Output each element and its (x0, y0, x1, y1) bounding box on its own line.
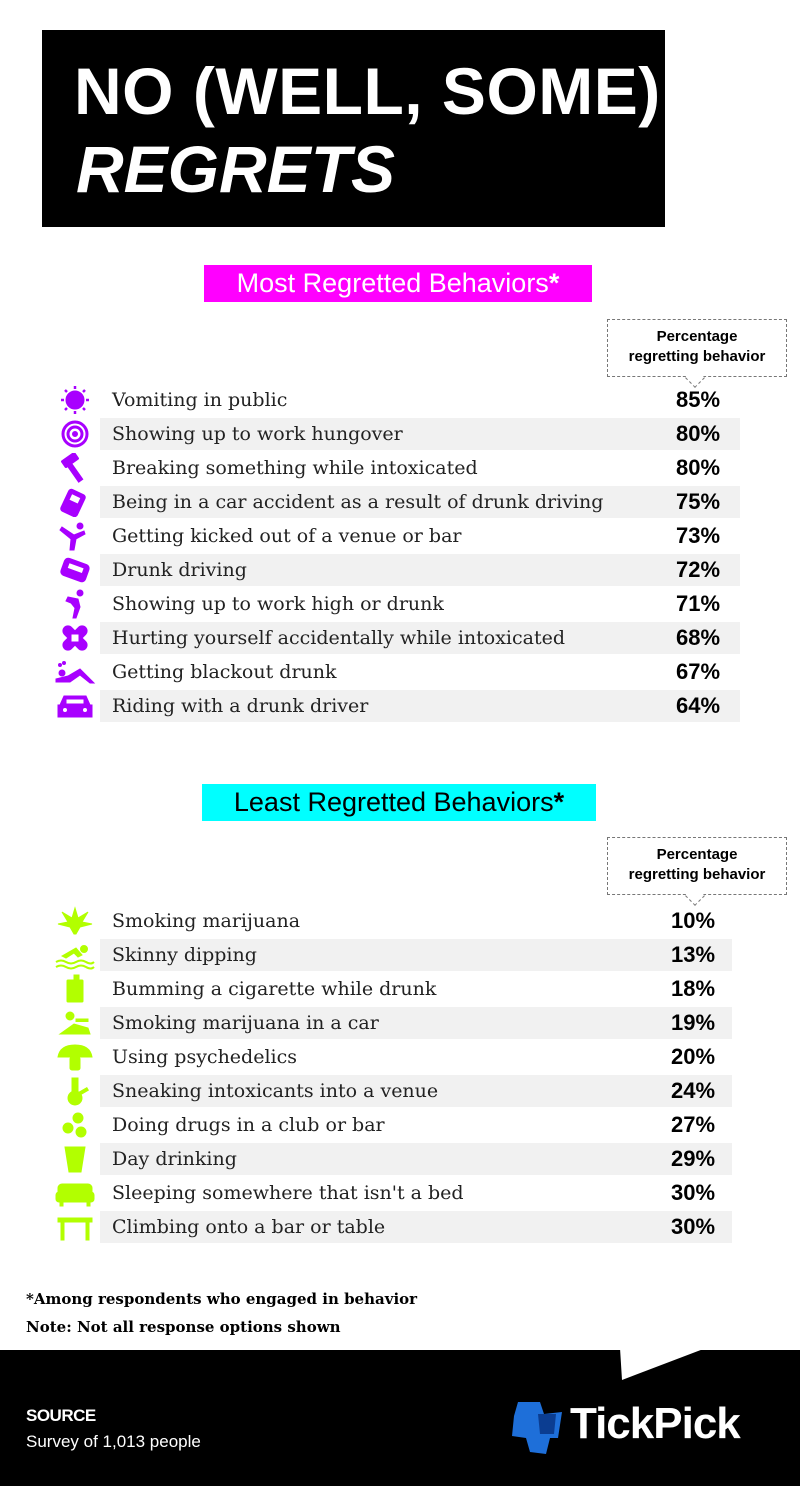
kicked-person-icon (54, 521, 96, 551)
percentage-value: 13% (671, 942, 716, 967)
bandage-icon (54, 623, 96, 653)
behavior-label: Hurting yourself accidentally while intoxicated (112, 627, 566, 649)
least-regretted-heading (202, 784, 596, 821)
table-row (100, 1211, 732, 1243)
percentage-value: 72% (676, 557, 721, 582)
swimmer-icon (54, 940, 96, 970)
pct-header-line-1: Percentage (656, 328, 738, 345)
table-row (100, 905, 732, 937)
behavior-label: Skinny dipping (112, 944, 257, 966)
table-row (100, 1143, 732, 1175)
behavior-label: Doing drugs in a club or bar (112, 1114, 385, 1136)
behavior-label: Breaking something while intoxicated (112, 457, 478, 479)
most-percentage-header (607, 319, 787, 377)
percentage-value: 29% (671, 1146, 716, 1171)
source-label: SOURCE (26, 1406, 96, 1425)
least-heading-asterisk: * (553, 787, 565, 817)
least-heading-text: Least Regretted Behaviors (233, 787, 554, 817)
percentage-value: 30% (671, 1180, 716, 1205)
behavior-label: Sleeping somewhere that isn't a bed (112, 1182, 464, 1204)
behavior-label: Getting blackout drunk (112, 661, 337, 683)
percentage-value: 20% (671, 1044, 716, 1069)
most-regretted-heading (204, 265, 592, 302)
leaf-icon (54, 906, 96, 936)
bong-icon (54, 1076, 96, 1106)
table-row (100, 973, 732, 1005)
table-row (100, 588, 740, 620)
table-row (100, 520, 740, 552)
most-heading-asterisk: * (548, 268, 560, 298)
stumbling-person-icon (54, 589, 96, 619)
footer (0, 1350, 800, 1486)
behavior-label: Smoking marijuana (112, 910, 301, 932)
table-row (100, 1177, 732, 1209)
hammer-icon (54, 453, 96, 483)
spiral-icon (54, 419, 96, 449)
percentage-value: 71% (676, 591, 721, 616)
table-icon (54, 1212, 96, 1242)
behavior-label: Showing up to work high or drunk (112, 593, 444, 615)
table-row (100, 1041, 732, 1073)
percentage-value: 19% (671, 1010, 716, 1035)
behavior-label: Smoking marijuana in a car (112, 1012, 379, 1034)
percentage-value: 80% (676, 421, 721, 446)
table-row (100, 554, 740, 586)
title-line-1: NO (WELL, SOME) (74, 54, 661, 128)
percentage-value: 24% (671, 1078, 716, 1103)
pct-header-line-2: regretting behavior (628, 866, 766, 883)
table-row (100, 939, 732, 971)
behavior-label: Riding with a drunk driver (112, 695, 369, 717)
percentage-value: 10% (671, 908, 716, 933)
callout-pointer (685, 886, 705, 906)
behavior-label: Vomiting in public (112, 389, 288, 411)
table-row (100, 1109, 732, 1141)
footnote-note: Note: Not all response options shown (26, 1318, 341, 1336)
tickpick-logo-icon (510, 1398, 566, 1456)
percentage-value: 67% (676, 659, 721, 684)
percentage-value: 30% (671, 1214, 716, 1239)
least-percentage-header (607, 837, 787, 895)
table-row (100, 418, 740, 450)
smoking-driver-icon (54, 1008, 96, 1038)
table-row (100, 1075, 732, 1107)
table-row (100, 486, 740, 518)
percentage-value: 73% (676, 523, 721, 548)
pct-header-line-1: Percentage (656, 846, 738, 863)
mushroom-icon (54, 1042, 96, 1072)
percentage-value: 64% (676, 693, 721, 718)
table-row (100, 690, 740, 722)
percentage-value: 80% (676, 455, 721, 480)
couch-icon (54, 1178, 96, 1208)
crashed-car-icon (54, 487, 96, 517)
behavior-label: Sneaking intoxicants into a venue (112, 1080, 439, 1102)
behavior-label: Drunk driving (112, 559, 247, 581)
percentage-value: 85% (676, 387, 721, 412)
percentage-value: 27% (671, 1112, 716, 1137)
speech-tail-shape (618, 1348, 708, 1384)
table-row (100, 622, 740, 654)
car-icon (54, 691, 96, 721)
table-row (100, 656, 740, 688)
behavior-label: Day drinking (112, 1148, 237, 1170)
behavior-label: Showing up to work hungover (112, 423, 403, 445)
table-row (100, 1007, 732, 1039)
pct-header-line-2: regretting behavior (628, 348, 766, 365)
table-row (100, 384, 740, 416)
behavior-label: Climbing onto a bar or table (112, 1216, 386, 1238)
behavior-label: Using psychedelics (112, 1046, 297, 1068)
sun-splat-icon (54, 385, 96, 415)
behavior-label: Bumming a cigarette while drunk (112, 978, 437, 1000)
percentage-value: 18% (671, 976, 716, 1001)
cigarette-pack-icon (54, 974, 96, 1004)
passed-out-person-icon (54, 657, 96, 687)
footnote-respondents: *Among respondents who engaged in behavior (26, 1290, 418, 1308)
title-block (42, 30, 665, 227)
table-row (100, 452, 740, 484)
behavior-label: Getting kicked out of a venue or bar (112, 525, 462, 547)
behavior-label: Being in a car accident as a result of drunk driving (112, 491, 604, 513)
brand-name: TickPick (570, 1399, 740, 1448)
most-heading-text: Most Regretted Behaviors (236, 268, 549, 298)
percentage-value: 68% (676, 625, 721, 650)
flipped-car-icon (54, 555, 96, 585)
source-text: Survey of 1,013 people (26, 1432, 201, 1451)
pills-icon (54, 1110, 96, 1140)
percentage-value: 75% (676, 489, 721, 514)
glass-icon (54, 1144, 96, 1174)
title-line-2: REGRETS (76, 132, 396, 206)
